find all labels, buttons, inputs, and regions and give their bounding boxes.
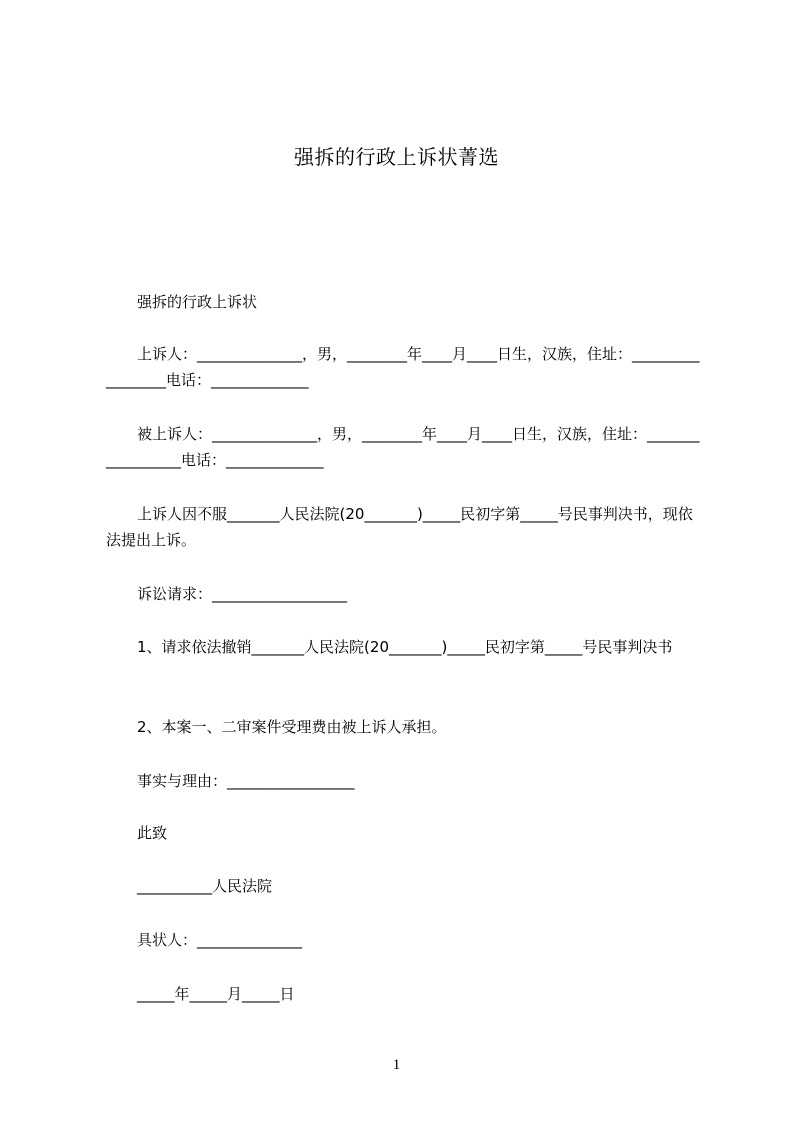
court-line: __________人民法院: [137, 877, 273, 895]
date-line: _____年_____月_____日: [137, 985, 295, 1003]
statement-paragraph: 上诉人因不服_______人民法院(20_______)_____民初字第_____号民事判决书，现依法提出上诉。: [106, 505, 693, 549]
signer-line: 具状人：______________: [137, 931, 303, 949]
appellee-paragraph: 被上诉人：______________，男，________年____月____日生，汉族，住址：_________________电话：_____________: [106, 425, 700, 469]
claim-2: 2、本案一、二审案件受理费由被上诉人承担。: [137, 718, 447, 736]
claims-label: 诉讼请求：__________________: [137, 585, 348, 603]
appellant-paragraph: 上诉人：______________，男，________年____月____日生，汉族，住址：_________________电话：_____________: [106, 345, 700, 389]
facts-label: 事实与理由：_________________: [137, 772, 355, 790]
claim-1: 1、请求依法撤销_______人民法院(20_______)_____民初字第_____号民事判决书: [137, 638, 673, 656]
page-number: 1: [392, 1057, 401, 1073]
heading: 强拆的行政上诉状: [137, 293, 258, 311]
document-title: 强拆的行政上诉状菁选: [294, 145, 499, 169]
salutation: 此致: [137, 824, 168, 842]
